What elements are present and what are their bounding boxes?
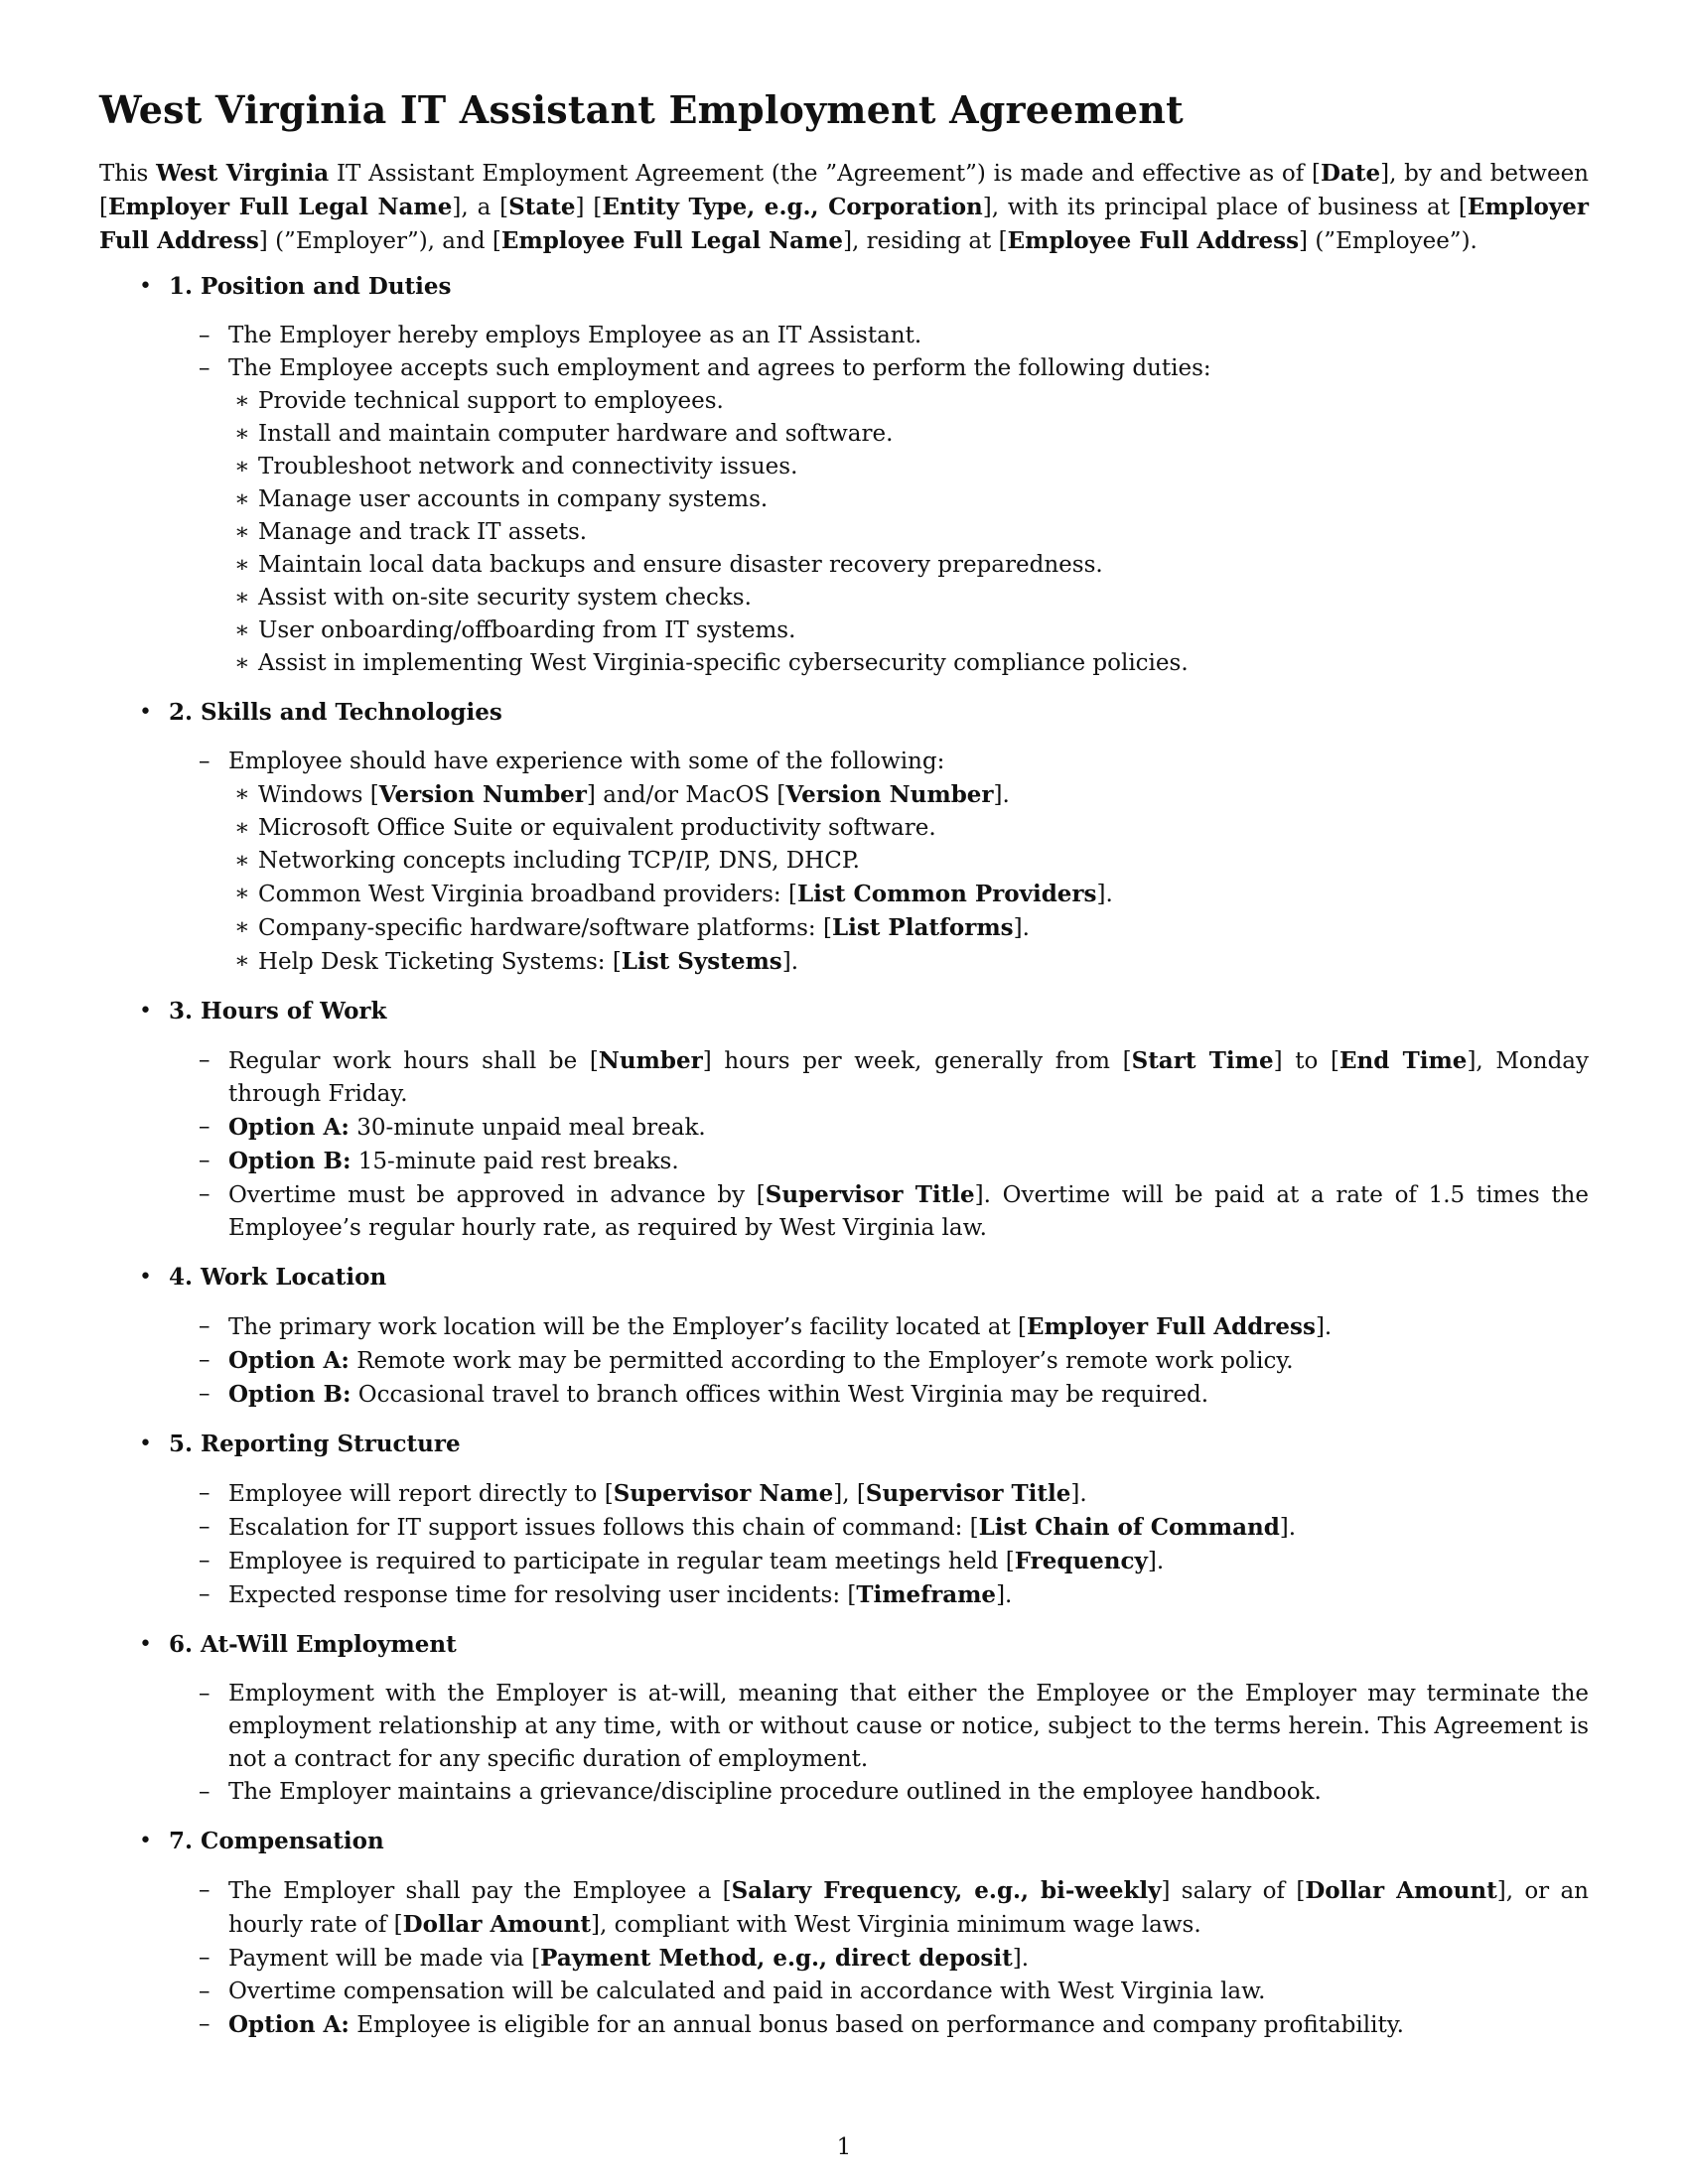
intro-paragraph: [99, 157, 1589, 258]
text-run: ], with its principal place of business at [: [982, 195, 1468, 220]
text-run: Overtime compensation will be calculated and paid in accordance with West Virginia law.: [228, 1979, 1266, 2004]
text-run: Manage and track IT assets.: [258, 519, 588, 545]
dash-icon: –: [199, 1381, 211, 1407]
dash-icon: –: [199, 355, 211, 381]
text-run: ], by and between [: [99, 161, 1589, 220]
dash-icon: –: [199, 1181, 211, 1207]
document-page: [99, 87, 1589, 2058]
list-item: [169, 1145, 1589, 1178]
text-run: Common West Virginia broadband providers: [: [258, 882, 797, 907]
list-item: [169, 1776, 1589, 1809]
sub-list-item: [228, 614, 1589, 647]
text-run: Employment with the Employer is at-will, meaning that either the Employee or the Employer may terminate the employment relationship at any time, with or without cause or notice, subject to the terms herein. This Agreement is not a contract for any specific duration of employment.: [228, 1681, 1589, 1772]
placeholder-field: Payment Method, e.g., direct deposit: [540, 1945, 1013, 1972]
sub-list-item: [228, 647, 1589, 680]
placeholder-field: Entity Type, e.g., Corporation: [602, 194, 983, 220]
section-title: 2. Skills and Technologies: [169, 699, 502, 726]
placeholder-field: Employer Full Address: [1027, 1313, 1316, 1340]
list-item: [169, 1976, 1589, 2008]
sub-list-item: [228, 945, 1589, 979]
page-number: 1: [836, 2134, 852, 2160]
placeholder-field: Version Number: [378, 781, 587, 808]
dash-icon: –: [199, 1548, 211, 1573]
asterisk-icon: ∗: [234, 388, 250, 414]
text-run: ].: [1279, 1515, 1297, 1541]
dash-icon: –: [199, 1681, 211, 1706]
sub-list-item: [228, 778, 1589, 812]
text-run: ].: [993, 782, 1010, 808]
text-run: ]. Overtime will be paid at a rate of 1.5 times the Employee’s regular hourly rate, as required by West Virginia law.: [228, 1182, 1589, 1241]
sub-list-item: [228, 483, 1589, 516]
dash-icon: –: [199, 1480, 211, 1506]
dash-icon: –: [199, 1148, 211, 1173]
text-run: ].: [1013, 915, 1030, 941]
bullet-icon: •: [139, 1829, 152, 1853]
sub-list-item: [228, 451, 1589, 483]
section-title: 1. Position and Duties: [169, 273, 452, 300]
text-run: ].: [781, 949, 799, 975]
text-run: The primary work location will be the Employer’s facility located at [: [228, 1314, 1028, 1340]
asterisk-icon: ∗: [234, 881, 250, 906]
asterisk-icon: ∗: [234, 617, 250, 643]
sub-list-item: [228, 582, 1589, 614]
text-run: ].: [996, 1582, 1013, 1608]
text-run: ], Monday through Friday.: [228, 1048, 1589, 1107]
asterisk-icon: ∗: [234, 585, 250, 611]
text-run: Regular work hours shall be [: [228, 1048, 599, 1074]
text-run: ] and/or MacOS [: [586, 782, 786, 808]
placeholder-field: Option A:: [228, 1114, 350, 1141]
dash-icon: –: [199, 323, 211, 348]
placeholder-field: Employer Full Legal Name: [107, 194, 453, 220]
placeholder-field: List Common Providers: [796, 881, 1097, 907]
dash-icon: –: [199, 1979, 211, 2004]
list-item: [169, 1477, 1589, 1511]
text-run: Expected response time for resolving user incidents: [: [228, 1582, 857, 1608]
bullet-icon: •: [139, 1632, 152, 1657]
asterisk-icon: ∗: [234, 552, 250, 578]
text-run: Windows [: [258, 782, 379, 808]
asterisk-icon: ∗: [234, 650, 250, 676]
dash-icon: –: [199, 1581, 211, 1607]
section-title: 3. Hours of Work: [169, 998, 387, 1024]
bullet-icon: •: [139, 1265, 152, 1290]
text-run: Company-specific hardware/software platforms: [: [258, 915, 832, 941]
text-run: Assist with on-site security system checks.: [258, 585, 752, 611]
list-item: [169, 1678, 1589, 1776]
text-run: ] (”Employee”).: [1299, 228, 1477, 254]
list-item: [169, 1310, 1589, 1344]
section: [99, 1428, 1589, 1612]
text-run: Payment will be made via [: [228, 1946, 541, 1972]
placeholder-field: Start Time: [1131, 1047, 1274, 1074]
list-item: [169, 1942, 1589, 1976]
dash-icon: –: [199, 1514, 211, 1540]
section-title: 7. Compensation: [169, 1828, 384, 1854]
text-run: Employee is eligible for an annual bonus based on performance and company profitability.: [349, 2012, 1404, 2038]
asterisk-icon: ∗: [234, 454, 250, 479]
asterisk-icon: ∗: [234, 848, 250, 874]
list-item: [169, 352, 1589, 680]
bullet-icon: •: [139, 274, 152, 299]
section-list: [99, 270, 1589, 2042]
dash-icon: –: [199, 1877, 211, 1903]
text-run: ].: [1012, 1946, 1030, 1972]
bullet-icon: •: [139, 999, 152, 1024]
text-run: The Employer hereby employs Employee as an IT Assistant.: [228, 323, 922, 348]
text-run: Microsoft Office Suite or equivalent productivity software.: [258, 815, 936, 841]
sub-list-item: [228, 385, 1589, 418]
dash-icon: –: [199, 1347, 211, 1373]
asterisk-icon: ∗: [234, 421, 250, 447]
text-run: ], compliant with West Virginia minimum wage laws.: [591, 1912, 1201, 1938]
placeholder-field: List Platforms: [831, 914, 1014, 941]
section: [99, 1628, 1589, 1809]
text-run: Escalation for IT support issues follows this chain of command: [: [228, 1515, 979, 1541]
dash-icon: –: [199, 1779, 211, 1805]
list-item: [169, 2008, 1589, 2042]
list-item: [169, 1178, 1589, 1245]
text-run: Employee is required to participate in regular team meetings held [: [228, 1549, 1015, 1574]
list-item: [169, 1344, 1589, 1378]
sub-list-item: [228, 418, 1589, 451]
sub-list-item: [228, 911, 1589, 945]
placeholder-field: Option A:: [228, 1347, 350, 1374]
placeholder-field: End Time: [1338, 1047, 1468, 1074]
text-run: Remote work may be permitted according to the Employer’s remote work policy.: [349, 1348, 1294, 1374]
placeholder-field: Timeframe: [856, 1581, 997, 1608]
text-run: The Employer shall pay the Employee a [: [228, 1878, 732, 1904]
dash-icon: –: [199, 1313, 211, 1339]
bullet-icon: •: [139, 1432, 152, 1456]
text-run: Networking concepts including TCP/IP, DNS, DHCP.: [258, 848, 860, 874]
text-run: Occasional travel to branch offices within West Virginia may be required.: [351, 1382, 1209, 1408]
placeholder-field: State: [508, 194, 576, 220]
text-run: Overtime must be approved in advance by [: [228, 1182, 766, 1208]
text-run: ].: [1315, 1314, 1333, 1340]
text-run: 15-minute paid rest breaks.: [351, 1149, 679, 1174]
list-item: [169, 1111, 1589, 1145]
placeholder-field: Option A:: [228, 2011, 350, 2038]
text-run: Troubleshoot network and connectivity issues.: [258, 454, 798, 479]
placeholder-field: Supervisor Title: [865, 1480, 1071, 1507]
placeholder-field: Employer Full Address: [99, 194, 1589, 254]
text-run: This: [99, 161, 157, 187]
placeholder-field: Supervisor Name: [613, 1480, 834, 1507]
asterisk-icon: ∗: [234, 914, 250, 940]
document-title: West Virginia IT Assistant Employment Agreement: [99, 87, 1184, 132]
placeholder-field: Date: [1321, 160, 1381, 187]
text-run: ].: [1096, 882, 1113, 907]
placeholder-field: Dollar Amount: [1305, 1877, 1497, 1904]
list-item: [169, 1378, 1589, 1412]
placeholder-field: Supervisor Title: [765, 1181, 975, 1208]
list-item: [169, 1511, 1589, 1545]
list-item: [169, 1044, 1589, 1111]
bullet-icon: •: [139, 700, 152, 725]
sub-list: [228, 778, 1589, 979]
asterisk-icon: ∗: [234, 815, 250, 841]
placeholder-field: Number: [598, 1047, 703, 1074]
section-items: [169, 1310, 1589, 1412]
section-items: [169, 746, 1589, 979]
sub-list-item: [228, 516, 1589, 549]
text-run: ], or an hourly rate of [: [228, 1878, 1589, 1938]
text-run: Help Desk Ticketing Systems: [: [258, 949, 622, 975]
placeholder-field: Dollar Amount: [402, 1911, 592, 1938]
text-run: The Employer maintains a grievance/discipline procedure outlined in the employee handbook.: [228, 1779, 1322, 1805]
placeholder-field: Salary Frequency, e.g., bi-weekly: [731, 1877, 1162, 1904]
section-title: 4. Work Location: [169, 1264, 387, 1291]
asterisk-icon: ∗: [234, 519, 250, 545]
section-items: [169, 320, 1589, 680]
sub-list-item: [228, 878, 1589, 911]
text-run: Install and maintain computer hardware and software.: [258, 421, 894, 447]
sub-list-item: [228, 549, 1589, 582]
text-run: Maintain local data backups and ensure disaster recovery preparedness.: [258, 552, 1103, 578]
text-run: The Employee accepts such employment and agrees to perform the following duties:: [228, 355, 1211, 381]
list-item: [169, 746, 1589, 979]
asterisk-icon: ∗: [234, 948, 250, 974]
text-run: ] [: [575, 195, 603, 220]
placeholder-field: List Systems: [621, 948, 782, 975]
sub-list: [228, 385, 1589, 680]
section: [99, 696, 1589, 979]
placeholder-field: Employee Full Address: [1007, 227, 1300, 254]
text-run: ] hours per week, generally from [: [702, 1048, 1132, 1074]
placeholder-field: Option B:: [228, 1148, 352, 1174]
section-items: [169, 1477, 1589, 1612]
text-run: Manage user accounts in company systems.: [258, 486, 769, 512]
text-run: ] salary of [: [1161, 1878, 1306, 1904]
text-run: 30-minute unpaid meal break.: [349, 1115, 706, 1141]
text-run: ] (”Employer”), and [: [258, 228, 501, 254]
text-run: Employee will report directly to [: [228, 1481, 614, 1507]
placeholder-field: Option B:: [228, 1381, 352, 1408]
list-item: [169, 1874, 1589, 1942]
dash-icon: –: [199, 1945, 211, 1971]
list-item: [169, 1578, 1589, 1612]
section: [99, 270, 1589, 680]
section-title: 6. At-Will Employment: [169, 1631, 457, 1658]
text-run: Provide technical support to employees.: [258, 388, 724, 414]
dash-icon: –: [199, 749, 211, 774]
text-run: ].: [1070, 1481, 1087, 1507]
text-run: ], a [: [452, 195, 509, 220]
section-items: [169, 1678, 1589, 1809]
asterisk-icon: ∗: [234, 486, 250, 512]
text-run: Assist in implementing West Virginia-specific cybersecurity compliance policies.: [258, 650, 1189, 676]
placeholder-field: West Virginia: [156, 160, 330, 187]
text-run: ], [: [833, 1481, 866, 1507]
text-run: ].: [1147, 1549, 1165, 1574]
dash-icon: –: [199, 1114, 211, 1140]
asterisk-icon: ∗: [234, 781, 250, 807]
text-run: IT Assistant Employment Agreement (the ”Agreement”) is made and effective as of [: [329, 161, 1322, 187]
section-items: [169, 1044, 1589, 1245]
dash-icon: –: [199, 1047, 211, 1073]
section: [99, 995, 1589, 1245]
section-items: [169, 1874, 1589, 2042]
section: [99, 1261, 1589, 1412]
list-item: [169, 1545, 1589, 1578]
dash-icon: –: [199, 2011, 211, 2037]
placeholder-field: Version Number: [785, 781, 994, 808]
placeholder-field: List Chain of Command: [978, 1514, 1280, 1541]
sub-list-item: [228, 812, 1589, 845]
placeholder-field: Employee Full Legal Name: [500, 227, 844, 254]
text-run: ] to [: [1273, 1048, 1339, 1074]
list-item: [169, 320, 1589, 352]
sub-list-item: [228, 845, 1589, 878]
text-run: User onboarding/offboarding from IT systems.: [258, 617, 796, 643]
section: [99, 1825, 1589, 2042]
section-title: 5. Reporting Structure: [169, 1431, 461, 1457]
placeholder-field: Frequency: [1014, 1548, 1148, 1574]
text-run: Employee should have experience with some of the following:: [228, 749, 945, 774]
text-run: ], residing at [: [843, 228, 1008, 254]
